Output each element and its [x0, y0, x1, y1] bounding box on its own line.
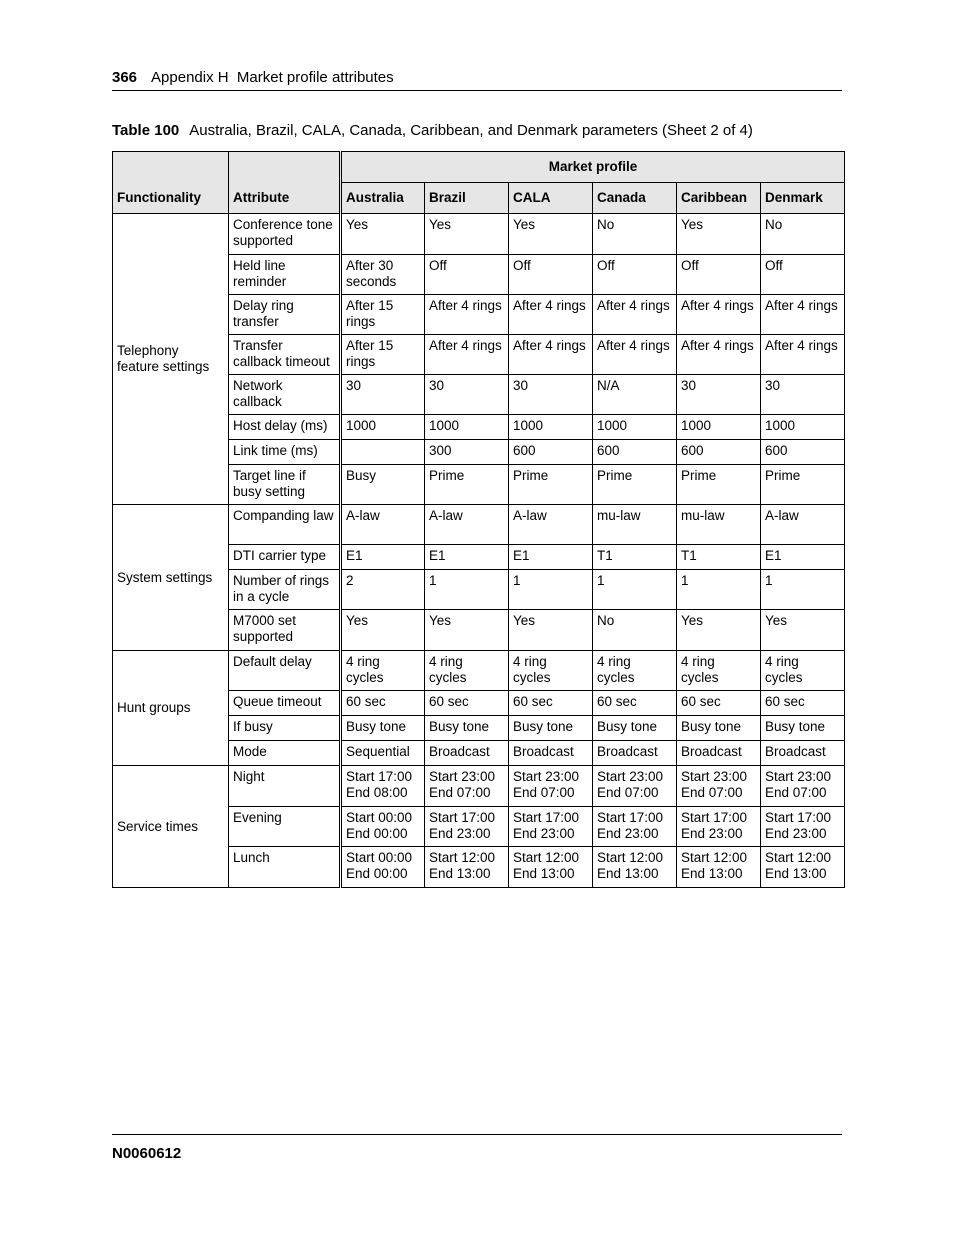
value-cell-cala: 4 ring cycles: [509, 651, 593, 691]
value-cell-denmark: After 4 rings: [761, 335, 845, 375]
value-cell-cala: Off: [509, 255, 593, 295]
attribute-cell: Conference tone supported: [229, 214, 341, 255]
table-row: [113, 214, 845, 255]
value-cell-caribbean: Off: [677, 255, 761, 295]
value-cell-denmark: 600: [761, 440, 845, 465]
functionality-cell: System settings: [113, 505, 229, 651]
value-cell-brazil: Prime: [425, 465, 509, 505]
value-cell-caribbean: 1000: [677, 415, 761, 440]
attribute-cell: If busy: [229, 716, 341, 741]
value-cell-cala: After 4 rings: [509, 335, 593, 375]
attribute-cell: Held line reminder: [229, 255, 341, 295]
value-cell-australia: A-law: [341, 505, 425, 545]
value-cell-caribbean: mu-law: [677, 505, 761, 545]
value-cell-australia: [341, 440, 425, 465]
header-country-caribbean: Caribbean: [677, 183, 761, 214]
value-cell-denmark: 60 sec: [761, 691, 845, 716]
value-cell-canada: Start 23:00 End 07:00: [593, 766, 677, 807]
value-cell-denmark: Broadcast: [761, 741, 845, 766]
value-cell-brazil: 1000: [425, 415, 509, 440]
value-cell-caribbean: Start 12:00 End 13:00: [677, 847, 761, 888]
value-cell-canada: Broadcast: [593, 741, 677, 766]
value-cell-australia: After 15 rings: [341, 295, 425, 335]
value-cell-canada: Busy tone: [593, 716, 677, 741]
header-country-denmark: Denmark: [761, 183, 845, 214]
attribute-cell: M7000 set supported: [229, 610, 341, 651]
value-cell-canada: Prime: [593, 465, 677, 505]
value-cell-canada: Start 12:00 End 13:00: [593, 847, 677, 888]
value-cell-canada: 60 sec: [593, 691, 677, 716]
value-cell-denmark: After 4 rings: [761, 295, 845, 335]
value-cell-denmark: 4 ring cycles: [761, 651, 845, 691]
header-title: Appendix H Market profile attributes: [151, 69, 394, 86]
value-cell-australia: Start 00:00 End 00:00: [341, 807, 425, 847]
value-cell-cala: 600: [509, 440, 593, 465]
attribute-cell: Host delay (ms): [229, 415, 341, 440]
value-cell-caribbean: After 4 rings: [677, 295, 761, 335]
functionality-cell: Telephony feature settings: [113, 214, 229, 505]
value-cell-brazil: 30: [425, 375, 509, 415]
attribute-cell: Companding law: [229, 505, 341, 545]
table-row: [113, 505, 845, 545]
functionality-cell: Service times: [113, 766, 229, 888]
value-cell-cala: E1: [509, 545, 593, 570]
document-id: N0060612: [112, 1145, 182, 1162]
value-cell-caribbean: Prime: [677, 465, 761, 505]
value-cell-caribbean: Yes: [677, 214, 761, 255]
value-cell-caribbean: 4 ring cycles: [677, 651, 761, 691]
attribute-cell: Lunch: [229, 847, 341, 888]
value-cell-caribbean: Broadcast: [677, 741, 761, 766]
value-cell-brazil: Start 23:00 End 07:00: [425, 766, 509, 807]
value-cell-cala: Yes: [509, 214, 593, 255]
value-cell-australia: Yes: [341, 214, 425, 255]
value-cell-denmark: Start 12:00 End 13:00: [761, 847, 845, 888]
value-cell-australia: Start 00:00 End 00:00: [341, 847, 425, 888]
value-cell-australia: 2: [341, 570, 425, 610]
value-cell-australia: Busy tone: [341, 716, 425, 741]
value-cell-cala: 1: [509, 570, 593, 610]
value-cell-denmark: 1: [761, 570, 845, 610]
value-cell-canada: T1: [593, 545, 677, 570]
table-caption: [112, 121, 852, 141]
value-cell-brazil: Yes: [425, 214, 509, 255]
value-cell-canada: No: [593, 610, 677, 651]
value-cell-caribbean: Yes: [677, 610, 761, 651]
value-cell-australia: After 15 rings: [341, 335, 425, 375]
value-cell-cala: 30: [509, 375, 593, 415]
value-cell-brazil: After 4 rings: [425, 335, 509, 375]
value-cell-canada: 1000: [593, 415, 677, 440]
value-cell-canada: mu-law: [593, 505, 677, 545]
value-cell-caribbean: 60 sec: [677, 691, 761, 716]
header-functionality: Functionality: [113, 152, 229, 214]
value-cell-brazil: Broadcast: [425, 741, 509, 766]
attribute-cell: Target line if busy setting: [229, 465, 341, 505]
value-cell-denmark: No: [761, 214, 845, 255]
attribute-cell: Delay ring transfer: [229, 295, 341, 335]
value-cell-canada: 1: [593, 570, 677, 610]
value-cell-cala: 60 sec: [509, 691, 593, 716]
value-cell-caribbean: Start 17:00 End 23:00: [677, 807, 761, 847]
value-cell-denmark: 1000: [761, 415, 845, 440]
value-cell-caribbean: Busy tone: [677, 716, 761, 741]
value-cell-cala: Busy tone: [509, 716, 593, 741]
attribute-cell: Mode: [229, 741, 341, 766]
value-cell-caribbean: Start 23:00 End 07:00: [677, 766, 761, 807]
value-cell-brazil: 60 sec: [425, 691, 509, 716]
value-cell-brazil: After 4 rings: [425, 295, 509, 335]
value-cell-caribbean: After 4 rings: [677, 335, 761, 375]
attribute-cell: DTI carrier type: [229, 545, 341, 570]
attribute-cell: Link time (ms): [229, 440, 341, 465]
value-cell-canada: Off: [593, 255, 677, 295]
value-cell-cala: After 4 rings: [509, 295, 593, 335]
value-cell-australia: 4 ring cycles: [341, 651, 425, 691]
value-cell-brazil: Start 17:00 End 23:00: [425, 807, 509, 847]
attribute-cell: Night: [229, 766, 341, 807]
value-cell-canada: Start 17:00 End 23:00: [593, 807, 677, 847]
header-country-canada: Canada: [593, 183, 677, 214]
value-cell-australia: 1000: [341, 415, 425, 440]
value-cell-cala: Start 17:00 End 23:00: [509, 807, 593, 847]
value-cell-denmark: Start 17:00 End 23:00: [761, 807, 845, 847]
value-cell-denmark: Yes: [761, 610, 845, 651]
value-cell-cala: A-law: [509, 505, 593, 545]
value-cell-australia: Sequential: [341, 741, 425, 766]
value-cell-denmark: Busy tone: [761, 716, 845, 741]
header-country-cala: CALA: [509, 183, 593, 214]
header-country-australia: Australia: [341, 183, 425, 214]
attribute-cell: Evening: [229, 807, 341, 847]
functionality-cell: Hunt groups: [113, 651, 229, 766]
value-cell-australia: 60 sec: [341, 691, 425, 716]
value-cell-brazil: 300: [425, 440, 509, 465]
value-cell-canada: N/A: [593, 375, 677, 415]
value-cell-australia: Start 17:00 End 08:00: [341, 766, 425, 807]
value-cell-cala: 1000: [509, 415, 593, 440]
value-cell-denmark: E1: [761, 545, 845, 570]
value-cell-australia: Yes: [341, 610, 425, 651]
value-cell-canada: No: [593, 214, 677, 255]
value-cell-brazil: 1: [425, 570, 509, 610]
value-cell-cala: Prime: [509, 465, 593, 505]
page-number: 366: [112, 69, 138, 86]
header-country-brazil: Brazil: [425, 183, 509, 214]
attribute-cell: Queue timeout: [229, 691, 341, 716]
page-footer: [112, 1134, 842, 1162]
page-header: [112, 68, 842, 91]
value-cell-caribbean: T1: [677, 545, 761, 570]
table-caption-text: Australia, Brazil, CALA, Canada, Caribbean, and Denmark parameters (Sheet 2 of 4): [189, 122, 753, 139]
market-profile-table: [112, 151, 845, 888]
value-cell-brazil: Busy tone: [425, 716, 509, 741]
value-cell-canada: 600: [593, 440, 677, 465]
value-cell-cala: Start 12:00 End 13:00: [509, 847, 593, 888]
value-cell-cala: Broadcast: [509, 741, 593, 766]
value-cell-australia: After 30 seconds: [341, 255, 425, 295]
header-attribute: Attribute: [229, 152, 341, 214]
value-cell-denmark: Off: [761, 255, 845, 295]
attribute-cell: Number of rings in a cycle: [229, 570, 341, 610]
value-cell-cala: Yes: [509, 610, 593, 651]
value-cell-denmark: Start 23:00 End 07:00: [761, 766, 845, 807]
value-cell-caribbean: 30: [677, 375, 761, 415]
value-cell-caribbean: 1: [677, 570, 761, 610]
value-cell-denmark: 30: [761, 375, 845, 415]
value-cell-australia: E1: [341, 545, 425, 570]
value-cell-cala: Start 23:00 End 07:00: [509, 766, 593, 807]
attribute-cell: Transfer callback timeout: [229, 335, 341, 375]
attribute-cell: Network callback: [229, 375, 341, 415]
table-row: [113, 766, 845, 807]
value-cell-brazil: A-law: [425, 505, 509, 545]
value-cell-denmark: A-law: [761, 505, 845, 545]
value-cell-australia: 30: [341, 375, 425, 415]
value-cell-australia: Busy: [341, 465, 425, 505]
header-market-profile: Market profile: [341, 152, 845, 183]
value-cell-brazil: 4 ring cycles: [425, 651, 509, 691]
value-cell-canada: 4 ring cycles: [593, 651, 677, 691]
value-cell-caribbean: 600: [677, 440, 761, 465]
table-number: Table 100: [112, 122, 180, 139]
value-cell-brazil: Start 12:00 End 13:00: [425, 847, 509, 888]
value-cell-canada: After 4 rings: [593, 335, 677, 375]
value-cell-canada: After 4 rings: [593, 295, 677, 335]
table-row: [113, 651, 845, 691]
value-cell-brazil: Yes: [425, 610, 509, 651]
value-cell-brazil: E1: [425, 545, 509, 570]
value-cell-denmark: Prime: [761, 465, 845, 505]
attribute-cell: Default delay: [229, 651, 341, 691]
value-cell-brazil: Off: [425, 255, 509, 295]
